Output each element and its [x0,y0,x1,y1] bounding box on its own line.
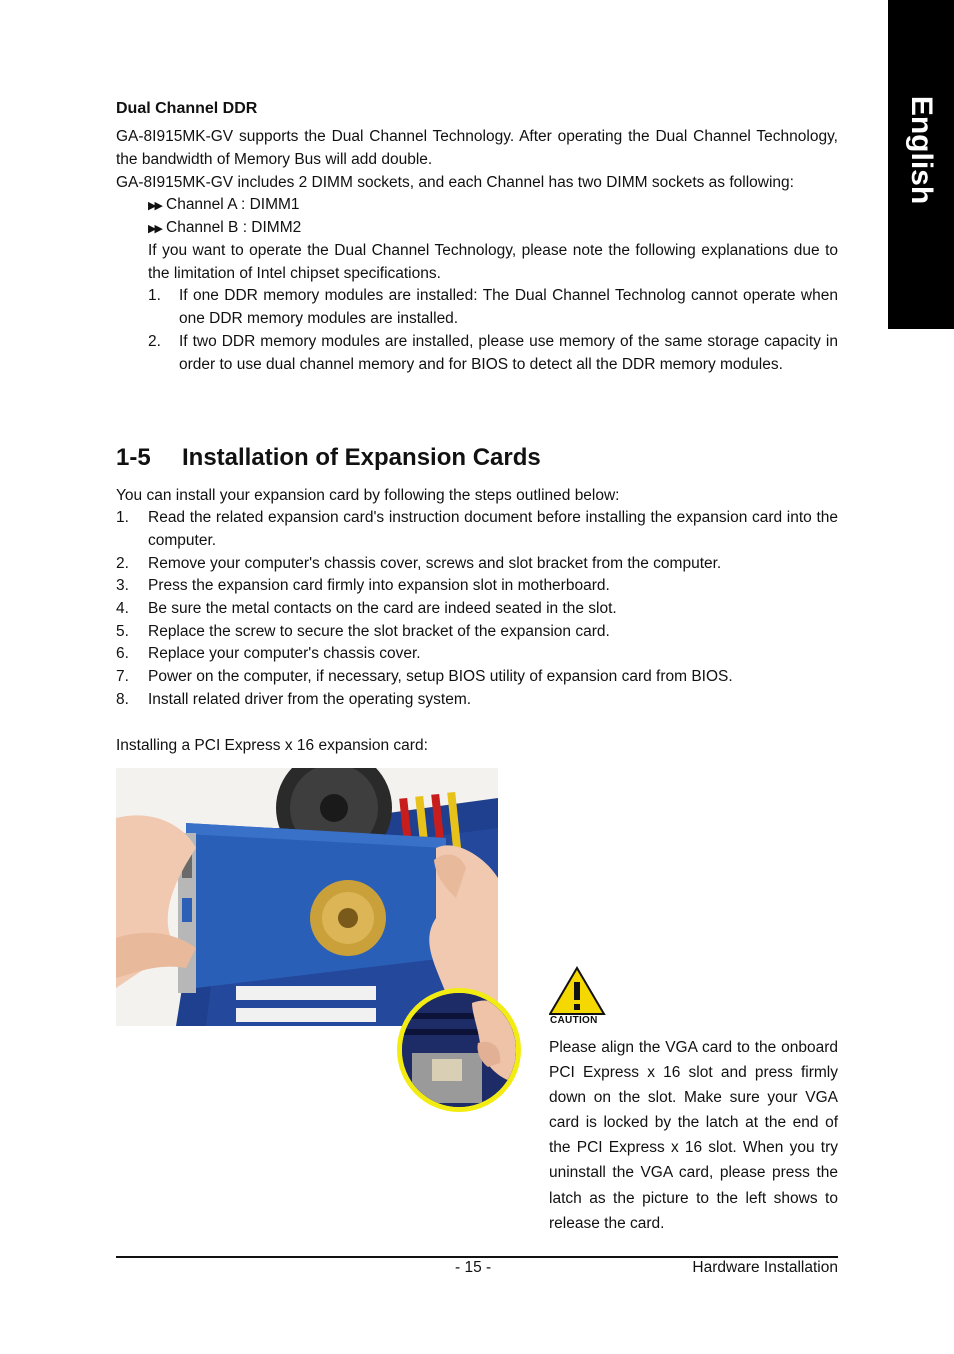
dual-channel-para-1: GA-8I915MK-GV supports the Dual Channel Technology. After operating the Dual Channel Technology, the bandwidth of Memory Bus will add double. [116,128,838,168]
warning-triangle-icon [549,966,609,1016]
section-intro: You can install your expansion card by following the steps outlined below: [116,487,620,504]
channel-b-label: Channel B : DIMM2 [166,219,302,236]
step-number: 2. [116,555,129,572]
step-text: Press the expansion card firmly into expansion slot in motherboard. [148,577,610,594]
step-number: 5. [116,623,129,640]
dual-channel-item [148,284,838,330]
latch-closeup-graphic [402,993,516,1107]
step-number: 4. [116,600,129,617]
section-title: Installation of Expansion Cards [182,444,541,471]
page-number: - 15 - [455,1259,492,1276]
step-item [116,688,838,711]
item-number: 2. [148,333,161,350]
step-number: 8. [116,691,129,708]
step-number: 3. [116,577,129,594]
caution-label: CAUTION [550,1015,598,1026]
step-text: Install related driver from the operating system. [148,691,472,708]
double-arrow-icon: ▶▶ [148,200,161,212]
step-text: Remove your computer's chassis cover, screws and slot bracket from the computer. [148,555,722,572]
step-text: Power on the computer, if necessary, setup BIOS utility of expansion card from BIOS. [148,668,733,685]
section-heading [116,442,541,474]
installation-photo-graphic [116,768,498,1026]
step-text: Replace your computer's chassis cover. [148,645,421,662]
step-text: Be sure the metal contacts on the card are indeed seated in the slot. [148,600,617,617]
language-tab-label: English [905,95,938,205]
chapter-title: Hardware Installation [692,1259,838,1276]
channel-b-item [148,216,301,241]
double-arrow-icon: ▶▶ [148,223,161,235]
step-item [116,620,838,643]
channel-a-label: Channel A : DIMM1 [166,196,300,213]
step-number: 1. [116,509,129,526]
installation-photo [116,768,498,1026]
item-text: If one DDR memory modules are installed: The Dual Channel Technolog cannot operate when one DDR memory modules are installed. [179,287,838,327]
step-item [116,574,838,597]
step-number: 6. [116,645,129,662]
step-text: Replace the screw to secure the slot bracket of the expansion card. [148,623,610,640]
step-text: Read the related expansion card's instruction document before installing the expansion card into the computer. [148,509,838,549]
dual-channel-para-2: GA-8I915MK-GV includes 2 DIMM sockets, and each Channel has two DIMM sockets as following: [116,174,794,191]
step-item [116,597,838,620]
step-number: 7. [116,668,129,685]
latch-closeup-photo [397,988,521,1112]
section-number: 1-5 [116,444,151,471]
caution-text: Please align the VGA card to the onboard PCI Express x 16 slot and press firmly down on the slot. Make sure your VGA card is locked by the latch at the end of the PCI Express x 16 slot. When you try uninstall the VGA card, please press the latch as the picture to the left shows to release the card. [549,1039,838,1232]
language-tab [888,0,954,329]
item-number: 1. [148,287,161,304]
dual-channel-item [148,330,838,376]
dual-channel-note: If you want to operate the Dual Channel Technology, please note the following explanations due to the limitation of Intel chipset specifications. [148,242,838,282]
channel-a-item [148,193,300,218]
item-text: If two DDR memory modules are installed, please use memory of the same storage capacity in order to use dual channel memory and for BIOS to detect all the DDR memory modules. [179,333,838,373]
step-item [116,665,838,688]
pci-caption: Installing a PCI Express x 16 expansion card: [116,737,428,754]
dual-channel-heading: Dual Channel DDR [116,100,258,117]
step-item [116,642,838,665]
step-item [116,506,838,552]
step-item [116,552,838,575]
